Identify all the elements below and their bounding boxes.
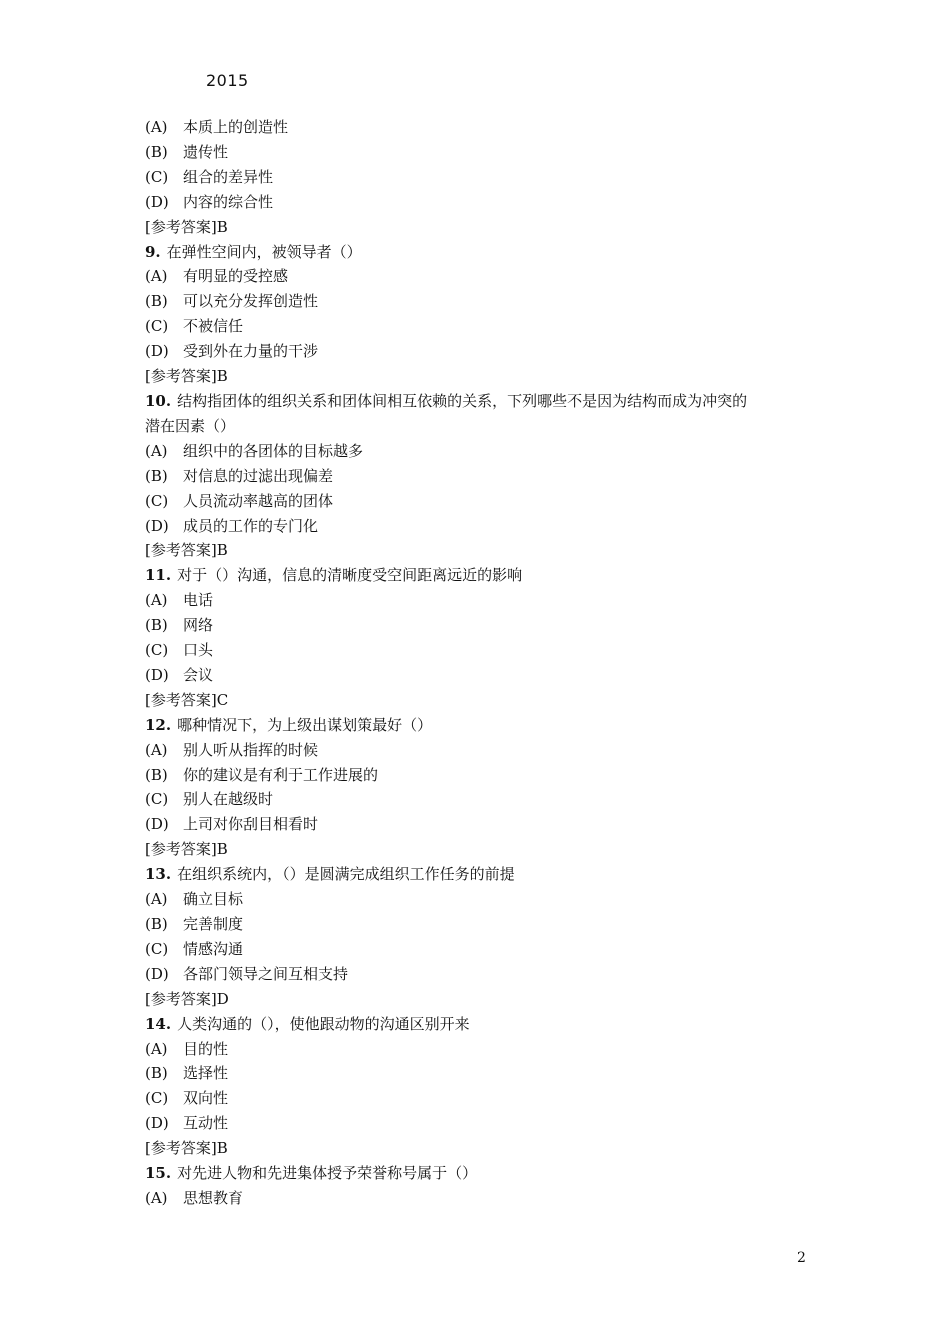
option-text: 有明显的受控感	[183, 267, 289, 286]
option-line	[145, 787, 815, 812]
question-text: 对于（）沟通，信息的清晰度受空间距离远近的影响	[177, 566, 523, 585]
option-text: 确立目标	[183, 890, 244, 909]
option-line	[145, 962, 815, 987]
option-line	[145, 1037, 815, 1062]
option-line	[145, 439, 815, 464]
question-text: 在组织系统内，（）是圆满完成组织工作任务的前提	[177, 865, 515, 884]
option-letter: (A)	[145, 890, 168, 909]
option-text: 内容的综合性	[183, 192, 274, 211]
option-letter: (A)	[145, 1039, 168, 1058]
option-letter: (D)	[145, 815, 169, 834]
option-letter: (A)	[145, 740, 168, 759]
question-number: 11.	[145, 566, 172, 585]
header-year: 2015	[206, 71, 249, 90]
option-letter: (C)	[145, 1089, 169, 1108]
option-text: 各部门领导之间互相支持	[183, 964, 349, 983]
option-letter: (A)	[145, 591, 168, 610]
answer-line: [参考答案]B	[145, 541, 228, 560]
option-line	[145, 190, 815, 215]
option-letter: (A)	[145, 118, 168, 136]
option-text: 成员的工作的专门化	[183, 516, 319, 535]
question-continuation: 潜在因素（）	[145, 416, 236, 435]
option-text: 情感沟通	[183, 939, 244, 958]
option-line	[145, 613, 815, 638]
option-text: 电话	[183, 591, 214, 610]
option-text: 网络	[183, 616, 214, 635]
option-letter: (C)	[145, 167, 169, 186]
document-body	[145, 115, 815, 1211]
option-text: 双向性	[183, 1089, 229, 1108]
question-number: 13.	[145, 865, 172, 884]
question-text: 对先进人物和先进集体授予荣誉称号属于（）	[177, 1164, 478, 1183]
question-line	[145, 1161, 815, 1186]
question-line	[145, 389, 815, 414]
option-text: 受到外在力量的干涉	[183, 342, 319, 361]
option-line	[145, 812, 815, 837]
answer-line: [参考答案]C	[145, 690, 229, 709]
option-line	[145, 339, 815, 364]
option-letter: (C)	[145, 641, 169, 660]
question-text: 人类沟通的（），使他跟动物的沟通区别开来	[177, 1014, 470, 1033]
question-line	[145, 1012, 815, 1037]
option-text: 会议	[183, 665, 214, 684]
option-letter: (B)	[145, 765, 168, 784]
answer-line: [参考答案]D	[145, 989, 229, 1008]
option-line	[145, 115, 815, 140]
option-text: 本质上的创造性	[183, 118, 289, 136]
option-line	[145, 264, 815, 289]
option-letter: (A)	[145, 267, 168, 286]
option-text: 互动性	[183, 1114, 229, 1133]
question-line	[145, 563, 815, 588]
option-letter: (C)	[145, 790, 169, 809]
option-text: 人员流动率越高的团体	[183, 491, 334, 510]
option-text: 你的建议是有利于工作进展的	[183, 765, 379, 784]
option-line	[145, 1061, 815, 1086]
question-number: 14.	[145, 1014, 172, 1033]
option-line	[145, 887, 815, 912]
option-line	[145, 514, 815, 539]
option-text: 组合的差异性	[183, 167, 274, 186]
option-text: 遗传性	[183, 142, 229, 161]
option-letter: (B)	[145, 616, 168, 635]
option-letter: (D)	[145, 665, 169, 684]
option-letter: (B)	[145, 292, 168, 311]
option-letter: (A)	[145, 1188, 168, 1207]
option-text: 上司对你刮目相看时	[183, 815, 319, 834]
option-line	[145, 663, 815, 688]
option-letter: (C)	[145, 491, 169, 510]
option-letter: (B)	[145, 1064, 168, 1083]
option-letter: (B)	[145, 466, 168, 485]
answer-line: [参考答案]B	[145, 367, 228, 386]
option-text: 对信息的过滤出现偏差	[183, 466, 334, 485]
answer-line: [参考答案]B	[145, 840, 228, 859]
question-line	[145, 240, 815, 265]
question-line	[145, 862, 815, 887]
question-number: 9.	[145, 242, 161, 261]
option-text: 完善制度	[183, 915, 244, 933]
option-text: 不被信任	[183, 317, 244, 336]
option-line	[145, 165, 815, 190]
option-text: 别人听从指挥的时候	[183, 740, 319, 759]
option-text: 口头	[183, 641, 214, 660]
question-number: 12.	[145, 715, 172, 734]
option-letter: (B)	[145, 915, 168, 933]
question-text: 在弹性空间内，被领导者（）	[166, 242, 362, 261]
option-line	[145, 937, 815, 962]
question-text: 结构指团体的组织关系和团体间相互依赖的关系，下列哪些不是因为结构而成为冲突的	[177, 391, 748, 410]
option-line	[145, 763, 815, 788]
option-line	[145, 912, 815, 937]
option-line	[145, 1111, 815, 1136]
option-text: 选择性	[183, 1064, 229, 1083]
option-letter: (A)	[145, 441, 168, 460]
option-text: 组织中的各团体的目标越多	[183, 441, 364, 460]
option-text: 别人在越级时	[183, 790, 274, 809]
option-line	[145, 140, 815, 165]
option-line	[145, 314, 815, 339]
option-text: 可以充分发挥创造性	[183, 292, 319, 311]
option-line	[145, 489, 815, 514]
question-text: 哪种情况下，为上级出谋划策最好（）	[177, 715, 433, 734]
question-line	[145, 713, 815, 738]
option-letter: (D)	[145, 1114, 169, 1133]
question-number: 15.	[145, 1164, 172, 1183]
option-letter: (B)	[145, 142, 168, 161]
option-line	[145, 464, 815, 489]
option-line	[145, 1186, 815, 1211]
option-letter: (D)	[145, 192, 169, 211]
option-line	[145, 638, 815, 663]
option-text: 思想教育	[183, 1188, 244, 1207]
option-letter: (C)	[145, 317, 169, 336]
question-number: 10.	[145, 391, 172, 410]
option-letter: (D)	[145, 516, 169, 535]
option-letter: (C)	[145, 939, 169, 958]
option-line	[145, 588, 815, 613]
option-letter: (D)	[145, 964, 169, 983]
answer-line: [参考答案]B	[145, 217, 228, 236]
option-letter: (D)	[145, 342, 169, 361]
page-number: 2	[797, 1250, 806, 1266]
option-line	[145, 289, 815, 314]
option-text: 目的性	[183, 1039, 229, 1058]
option-line	[145, 1086, 815, 1111]
answer-line: [参考答案]B	[145, 1139, 228, 1158]
option-line	[145, 738, 815, 763]
